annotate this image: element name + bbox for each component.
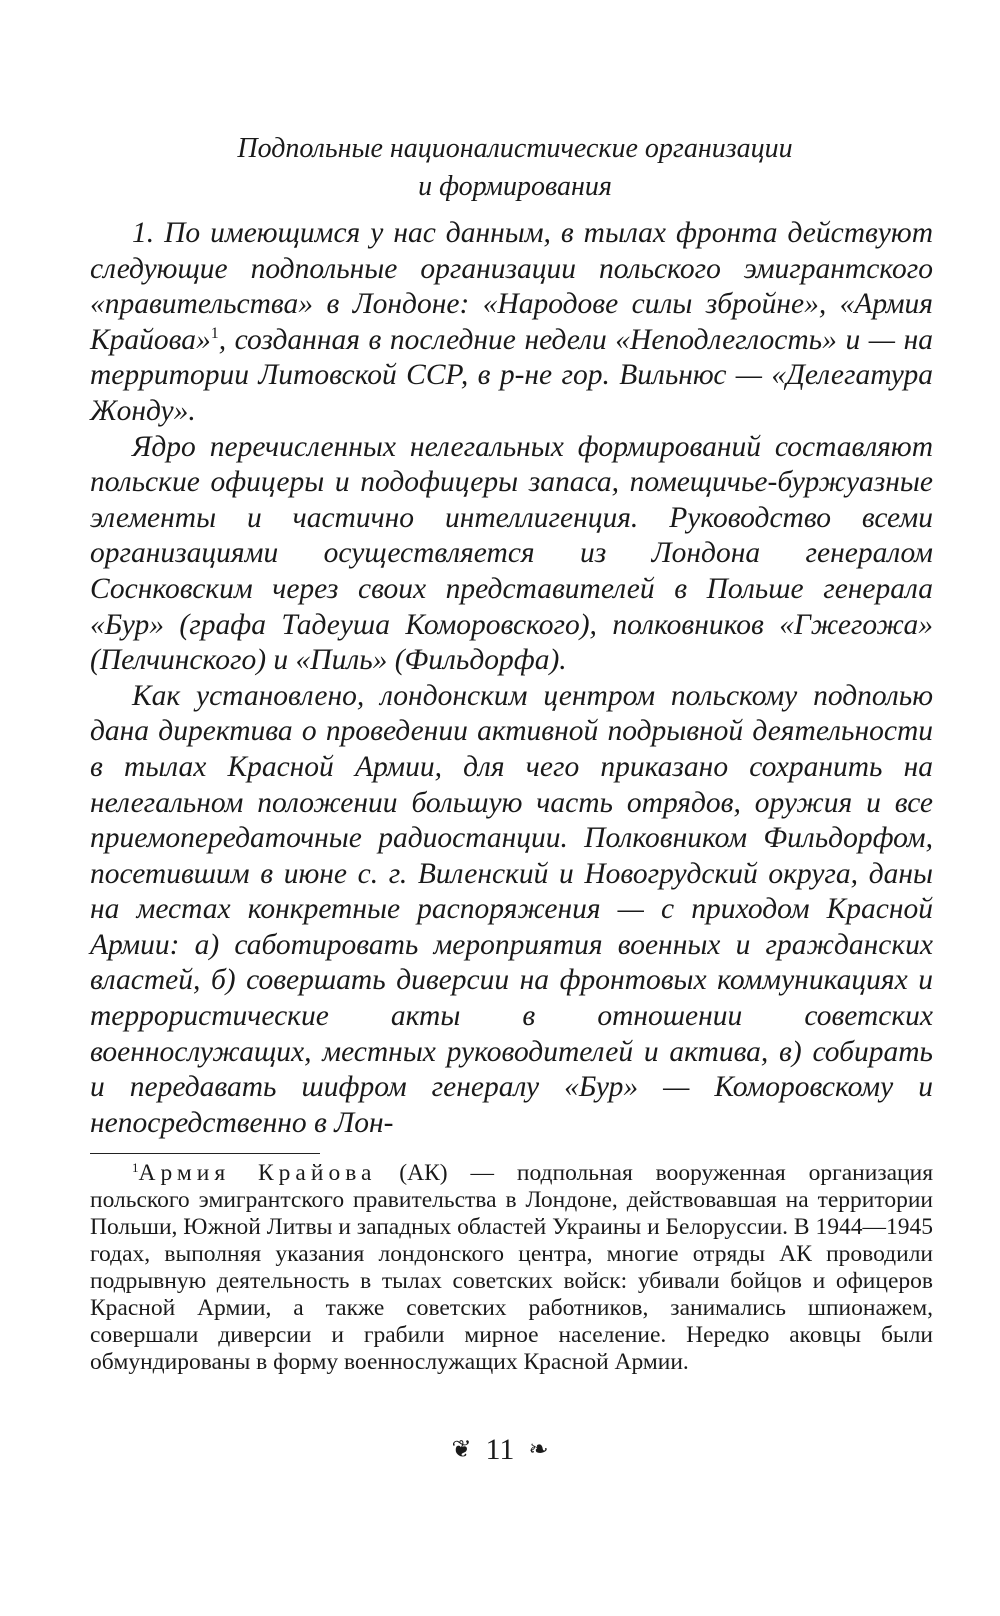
section-heading-line-1: Подпольные националистические организации (237, 133, 793, 164)
main-text (90, 216, 933, 1141)
footnote-marker: 1 (132, 1160, 139, 1175)
paragraph-2: Ядро перечисленных нелегальных формирований составляют польские офицеры и подофицеры запаса, помещичье-буржуазные элементы и частично интеллигенция. Руководство всеми организациями осуществляется из Лондона генералом Соснковским через своих представителей в Польше генерала «Бур» (графа Тадеуша Коморовского), полковников «Гжегожа» (Пелчинского) и «Пиль» (Фильдорфа). (90, 430, 933, 677)
paragraph-1 (90, 216, 933, 430)
footnote-text: (АК) — подпольная вооруженная организация польского эмигрантского правительства в Лондоне, действовавшая на территории Польши, Южной Литвы и западных областей Украины и Белоруссии. В 1944—1945 годах, выполняя указания лондонского центра, многие отряды АК проводили подрывную деятельность в тылах советских войск: убивали бойцов и офицеров Красной Армии, а также советских работников, занимались шпионажем, совершали диверсии и грабили мирное население. Нередко аковцы были обмундированы в форму военнослужащих Красной Армии. (90, 1160, 934, 1375)
footnote-reference: 1 (210, 324, 219, 342)
page-number: 11 (485, 1433, 515, 1466)
footnote-term: Армия Крайова (138, 1160, 377, 1186)
page-footer (0, 1430, 1000, 1470)
footnote-divider (90, 1153, 320, 1154)
paragraph-1-text-a: 1. По имеющимся у нас данным, в тылах фронта действуют следующие подпольные организации польского эмигрантского «правительства» в Лондоне: «Народове силы збройне», «Армия Крайова» (90, 217, 933, 356)
ornament-right-icon: ❧ (528, 1437, 549, 1463)
paragraph-3: Как установлено, лондонским центром польскому подполью дана директива о проведении активной подрывной деятельности в тылах Красной Армии, для чего приказано сохранить на нелегальном положении большую часть отрядов, оружия и все приемопередаточные радиостанции. Полковником Фильдорфом, посетившим в июне с. г. Виленский и Новогрудский округа, даны на местах конкретные распоряжения — с приходом Красной Армии: а) саботировать мероприятия военных и гражданских властей, б) совершать диверсии на фронтовых коммуникациях и террористические акты в отношении советских военнослужащих, местных руководителей и актива, в) собирать и передавать шифром генералу «Бур» — Коморовскому и непосредственно в Лон- (90, 679, 933, 1139)
section-heading-line-2: и формирования (418, 171, 612, 202)
footnote (90, 1160, 933, 1376)
paragraph-1-text-b: , созданная в последние недели «Неподлеглость» и — на территории Литовской ССР, в р-не гор. Вильнюс — «Делегатура Жонду». (90, 323, 933, 427)
ornament-left-icon: ❦ (451, 1437, 472, 1463)
